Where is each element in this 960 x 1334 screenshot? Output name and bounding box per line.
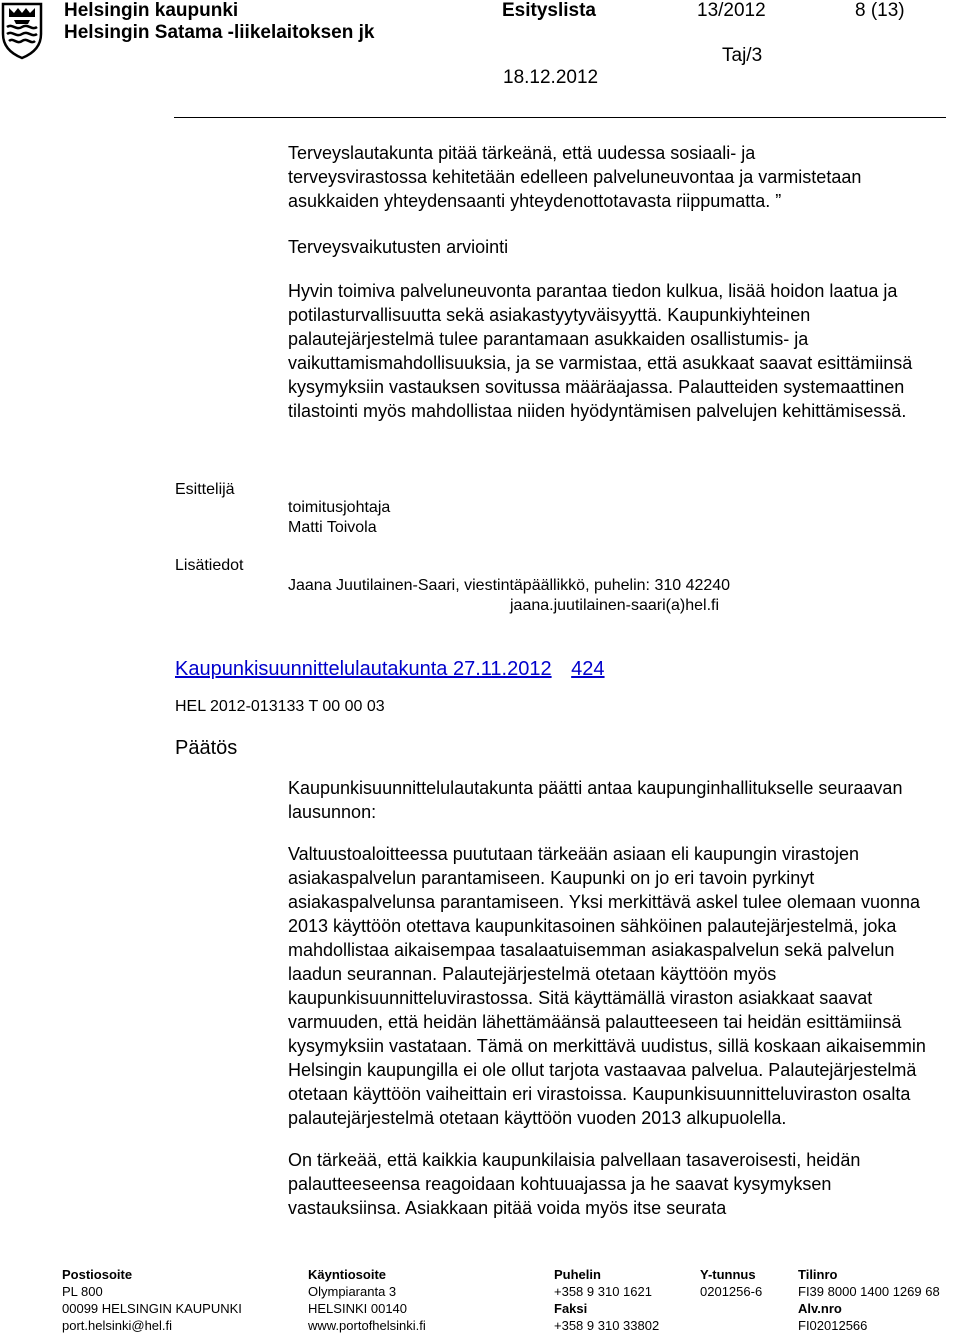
sentence: Palautteiden systemaattinen tilastointi myös mahdollistaa niiden hyödyntämisen palvelujen kehittämisessä. — [288, 377, 907, 421]
footer-line: +358 9 310 1621 — [554, 1284, 652, 1299]
doc-number: 13/2012 — [697, 0, 766, 21]
footer-phone — [554, 1266, 659, 1334]
footer-website[interactable]: www.portofhelsinki.fi — [308, 1318, 426, 1333]
footer-line: PL 800 — [62, 1284, 103, 1299]
paragraph: Kaupunkisuunnittelulautakunta päätti antaa kaupunginhallitukselle seuraavan lausunnon: — [288, 778, 903, 822]
footer-account — [798, 1266, 940, 1334]
footer-heading: Tilinro — [798, 1267, 838, 1282]
org-subunit: Helsingin Satama -liikelaitoksen jk — [64, 22, 375, 43]
paragraph: Terveyslautakunta pitää tärkeänä, että uudessa sosiaali- ja terveysvirastossa kehitetään edelleen palveluneuvontaa ja varmistetaan asukkaiden yhteydensaanti yhteydenottotavasta riippumatta. ” — [288, 143, 862, 211]
footer-postal — [62, 1266, 242, 1334]
page-number: 8 (13) — [855, 0, 905, 21]
board-decision-link[interactable] — [175, 656, 605, 682]
section-decision — [288, 776, 928, 1220]
agenda-item: Taj/3 — [722, 45, 763, 66]
decision-label: Päätös — [175, 737, 238, 759]
presenter-title: toimitusjohtaja — [288, 499, 391, 516]
footer-heading: Y-tunnus — [700, 1267, 756, 1282]
footer-heading: Alv.nro — [798, 1301, 842, 1316]
subheading: Terveysvaikutusten arviointi — [288, 237, 509, 257]
city-crest-icon — [0, 0, 44, 60]
footer-email[interactable]: port.helsinki@hel.fi — [62, 1318, 173, 1333]
footer-line: 00099 HELSINGIN KAUPUNKI — [62, 1301, 242, 1316]
footer-line: +358 9 310 33802 — [554, 1318, 660, 1333]
footer-heading: Postiosoite — [62, 1267, 133, 1282]
contact-email[interactable]: jaana.juutilainen-saari(a)hel.fi — [510, 597, 720, 614]
paragraph: On tärkeää, että kaikkia kaupunkilaisia palvellaan tasaveroisesti, heidän palautteeseensa reagoidaan kohtuuajassa ja he saavat kysymyksen vastauksiinsa. Asiakkaan pitää voida myös itse seurata — [288, 1150, 861, 1218]
presenter-label: Esittelijä — [175, 481, 235, 498]
footer-visiting — [308, 1266, 426, 1334]
footer-line: Olympiaranta 3 — [308, 1284, 397, 1299]
paragraph: Valtuustoaloitteessa puututaan tärkeään asiaan eli kaupungin virastojen asiakaspalvelun parantamiseen. Kaupunki on jo eri tavoin pyrkinyt asiakaspalvelunsa parantamiseen. Yksi merkittävä askel tulee olemaan vuonna 2013 käyttöön otettava kaupunkitasoinen sähköinen palautejärjestelmä, joka mahdollistaa aikaisempaa tasalaatuisemman asiakaspalvelun sekä palvelun laadun seurannan. Palautejärjestelmä otetaan käyttöön myös kaupunkisuunnitteluvirastossa. Sitä käyttämällä viraston asiakkaat saavat varmuuden, että heidän lähettämäänsä palautteeseen tai heidän esittämiinsä kysymyksiin vastataan. Tämä on merkittävä uudistus, sillä koskaan aikaisemmin Helsingin kaupungilla ei ole ollut tarjota vastaavaa palvelua. Palautejärjestelmä otetaan käyttöön vaiheittain eri virastoissa. Kaupunkisuunnitteluviraston osalta palautejärjestelmä otetaan käyttöön vuoden 2013 alkupuolella. — [288, 844, 926, 1128]
header-rule — [174, 117, 946, 118]
decision-number-link[interactable]: 424 — [571, 658, 605, 680]
paragraph — [288, 279, 948, 423]
footer-heading: Puhelin — [554, 1267, 601, 1282]
info-label: Lisätiedot — [175, 557, 244, 574]
presenter-name: Matti Toivola — [288, 519, 377, 536]
org-name: Helsingin kaupunki — [64, 0, 239, 21]
contact-info: Jaana Juutilainen-Saari, viestintäpäällikkö, puhelin: 310 42240 — [288, 577, 731, 594]
sentence: Hyvin toimiva palveluneuvonta parantaa tiedon kulkua, lisää hoidon laatua ja potilasturvallisuutta sekä asiakastyytyväisyyttä. — [288, 281, 898, 325]
sentence: Kaupunkiyhteinen palautejärjestelmä tulee parantamaan asukkaiden osallistumis- ja vaikuttamismahdollisuuksia, ja se varmistaa, että asukkaat saavat esittämiinsä kysymyksiin vastauksen sovitussa määräajassa. — [288, 305, 913, 397]
board-decision-link-text[interactable]: Kaupunkisuunnittelulautakunta 27.11.2012 — [175, 658, 552, 680]
doc-type: Esityslista — [502, 0, 596, 21]
footer-heading: Käyntiosoite — [308, 1267, 387, 1282]
footer-line: FI39 8000 1400 1269 68 — [798, 1284, 940, 1299]
meeting-date: 18.12.2012 — [503, 67, 599, 88]
footer-line: HELSINKI 00140 — [308, 1301, 408, 1316]
footer-line: 0201256-6 — [700, 1284, 763, 1299]
record-number: HEL 2012-013133 T 00 00 03 — [175, 698, 385, 715]
footer-business-id — [700, 1266, 762, 1300]
footer-line: FI02012566 — [798, 1318, 868, 1333]
section-health-board — [288, 141, 948, 423]
footer-heading: Faksi — [554, 1301, 588, 1316]
